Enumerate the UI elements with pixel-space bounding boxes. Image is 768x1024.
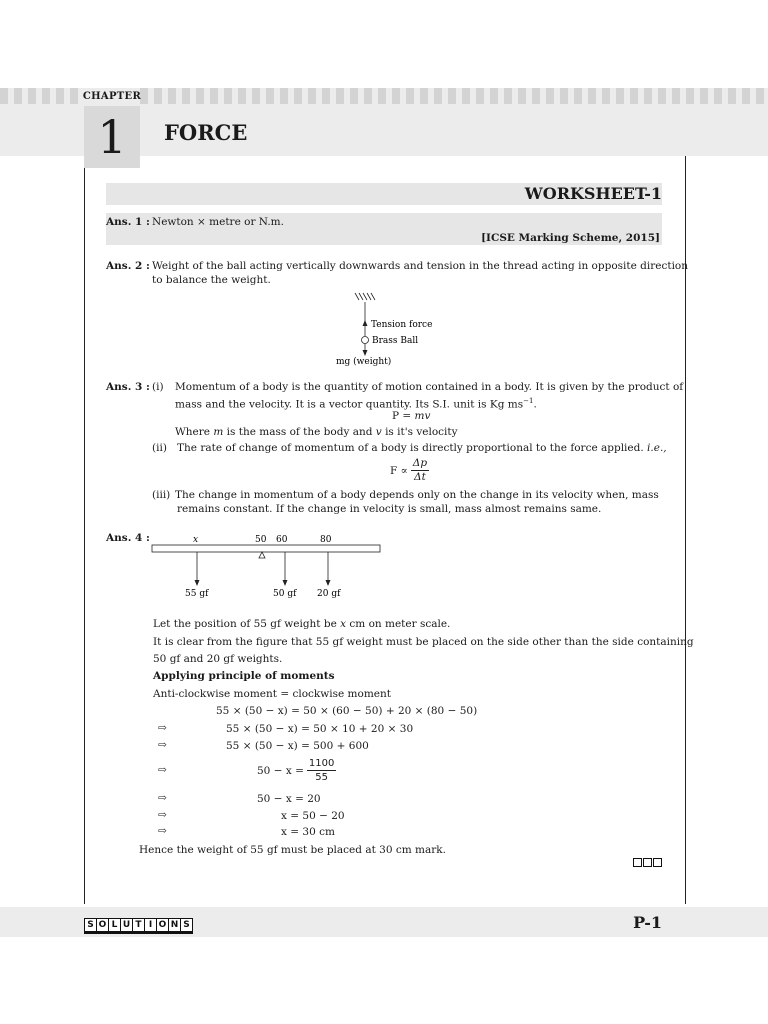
ans4-eq2: 55 × (50 − x) = 50 × 10 + 20 × 30 bbox=[226, 723, 414, 735]
ans4-arrow-2: ⇨ bbox=[158, 722, 167, 734]
ans4-p1: Let the position of 55 gf weight be x cm on meter scale. bbox=[153, 618, 451, 630]
chapter-title: FORCE bbox=[164, 120, 248, 145]
ans2-label: Ans. 2 : bbox=[106, 260, 150, 272]
worksheet-title: WORKSHEET-1 bbox=[524, 184, 662, 203]
ceiling-hatch bbox=[355, 293, 375, 300]
ans4-eq6: x = 50 − 20 bbox=[281, 810, 345, 822]
ans3-label: Ans. 3 : bbox=[106, 381, 150, 393]
weight-arrow bbox=[363, 350, 368, 356]
ans3-iii-marker: (iii) bbox=[152, 489, 171, 501]
ans4-eq1: 55 × (50 − x) = 50 × (60 − 50) + 20 × (80 − 50) bbox=[216, 705, 478, 717]
chapter-label: CHAPTER bbox=[84, 88, 140, 104]
ans3-momentum-formula: P = mv bbox=[392, 410, 431, 422]
ans3-iii-line1: The change in momentum of a body depends only on the change in its velocity when, mass bbox=[175, 489, 659, 501]
ans3-i-line2: mass and the velocity. It is a vector quantity. Its S.I. unit is Kg $ms^{-1}$. bbox=[175, 397, 537, 411]
ans2-line2: to balance the weight. bbox=[152, 274, 271, 286]
page-number: P-1 bbox=[633, 913, 662, 932]
end-marker-icon bbox=[633, 858, 662, 867]
ans3-i-where: Where m is the mass of the body and v is it's velocity bbox=[175, 426, 458, 438]
ans3-i-line1: Momentum of a body is the quantity of motion contained in a body. It is given by the product of bbox=[175, 381, 684, 393]
tension-arrow bbox=[363, 320, 368, 326]
meter-scale bbox=[152, 545, 380, 552]
ans4-eq5: 50 − x = 20 bbox=[257, 793, 321, 805]
ans4-arrow-6: ⇨ bbox=[158, 809, 167, 821]
mark-60-label: 60 bbox=[276, 535, 288, 545]
weight-50-arrow bbox=[283, 580, 288, 586]
weight-55-arrow bbox=[195, 580, 200, 586]
weight-55-label: 55 gf bbox=[185, 589, 209, 599]
ans4-p2-line2: 50 gf and 20 gf weights. bbox=[153, 653, 283, 665]
left-rule bbox=[84, 168, 85, 904]
solutions-logo: S O L U T I O N S bbox=[84, 918, 193, 934]
ans4-heading: Applying principle of moments bbox=[153, 670, 335, 682]
ball-label: Brass Ball bbox=[372, 336, 419, 346]
ans4-arrow-7: ⇨ bbox=[158, 825, 167, 837]
ans4-eq4: 50 − x = $\frac{1100}{55}$ bbox=[257, 758, 335, 783]
tension-label: Tension force bbox=[371, 320, 433, 330]
ans4-label: Ans. 4 : bbox=[106, 532, 150, 544]
ans4-arrow-3: ⇨ bbox=[158, 739, 167, 751]
ans3-i-marker: (i) bbox=[152, 381, 164, 393]
ans1-source: [ICSE Marking Scheme, 2015] bbox=[481, 232, 660, 244]
chapter-number: 1 bbox=[84, 106, 140, 168]
brass-ball bbox=[362, 337, 369, 344]
ans4-eq3: 55 × (50 − x) = 500 + 600 bbox=[226, 740, 369, 752]
weight-50-label: 50 gf bbox=[273, 589, 297, 599]
ans4-rule: Anti-clockwise moment = clockwise moment bbox=[153, 688, 391, 700]
ans3-ii-text: The rate of change of momentum of a body is directly proportional to the force applied. i.e., bbox=[177, 442, 667, 454]
ans2-diagram bbox=[330, 290, 470, 370]
ans4-conclusion: Hence the weight of 55 gf must be placed at 30 cm mark. bbox=[139, 844, 446, 856]
mark-50-label: 50 bbox=[255, 535, 267, 545]
mark-80-label: 80 bbox=[320, 535, 332, 545]
ans4-eq7: x = 30 cm bbox=[281, 826, 335, 838]
ans1-label: Ans. 1 : bbox=[106, 216, 150, 228]
ans1-text: Newton × metre or N.m. bbox=[152, 216, 284, 228]
ans2-line1: Weight of the ball acting vertically downwards and tension in the thread acting in opposite direction bbox=[152, 260, 689, 272]
x-position-label: x bbox=[193, 535, 199, 545]
ans3-iii-line2: remains constant. If the change in velocity is small, mass almost remains same. bbox=[177, 503, 602, 515]
ans4-arrow-4: ⇨ bbox=[158, 764, 167, 776]
weight-20-arrow bbox=[326, 580, 331, 586]
weight-20-label: 20 gf bbox=[317, 589, 341, 599]
fulcrum bbox=[259, 552, 265, 558]
ans3-ii-formula: F ∝ $\frac{\Delta p}{\Delta t}$ bbox=[390, 457, 428, 483]
ans4-meter-scale-diagram bbox=[150, 530, 390, 600]
ans3-ii-marker: (ii) bbox=[152, 442, 167, 454]
ans4-p2-line1: It is clear from the figure that 55 gf weight must be placed on the side other than the side containing bbox=[153, 636, 694, 648]
ans4-arrow-5: ⇨ bbox=[158, 792, 167, 804]
weight-label: mg (weight) bbox=[336, 357, 392, 367]
